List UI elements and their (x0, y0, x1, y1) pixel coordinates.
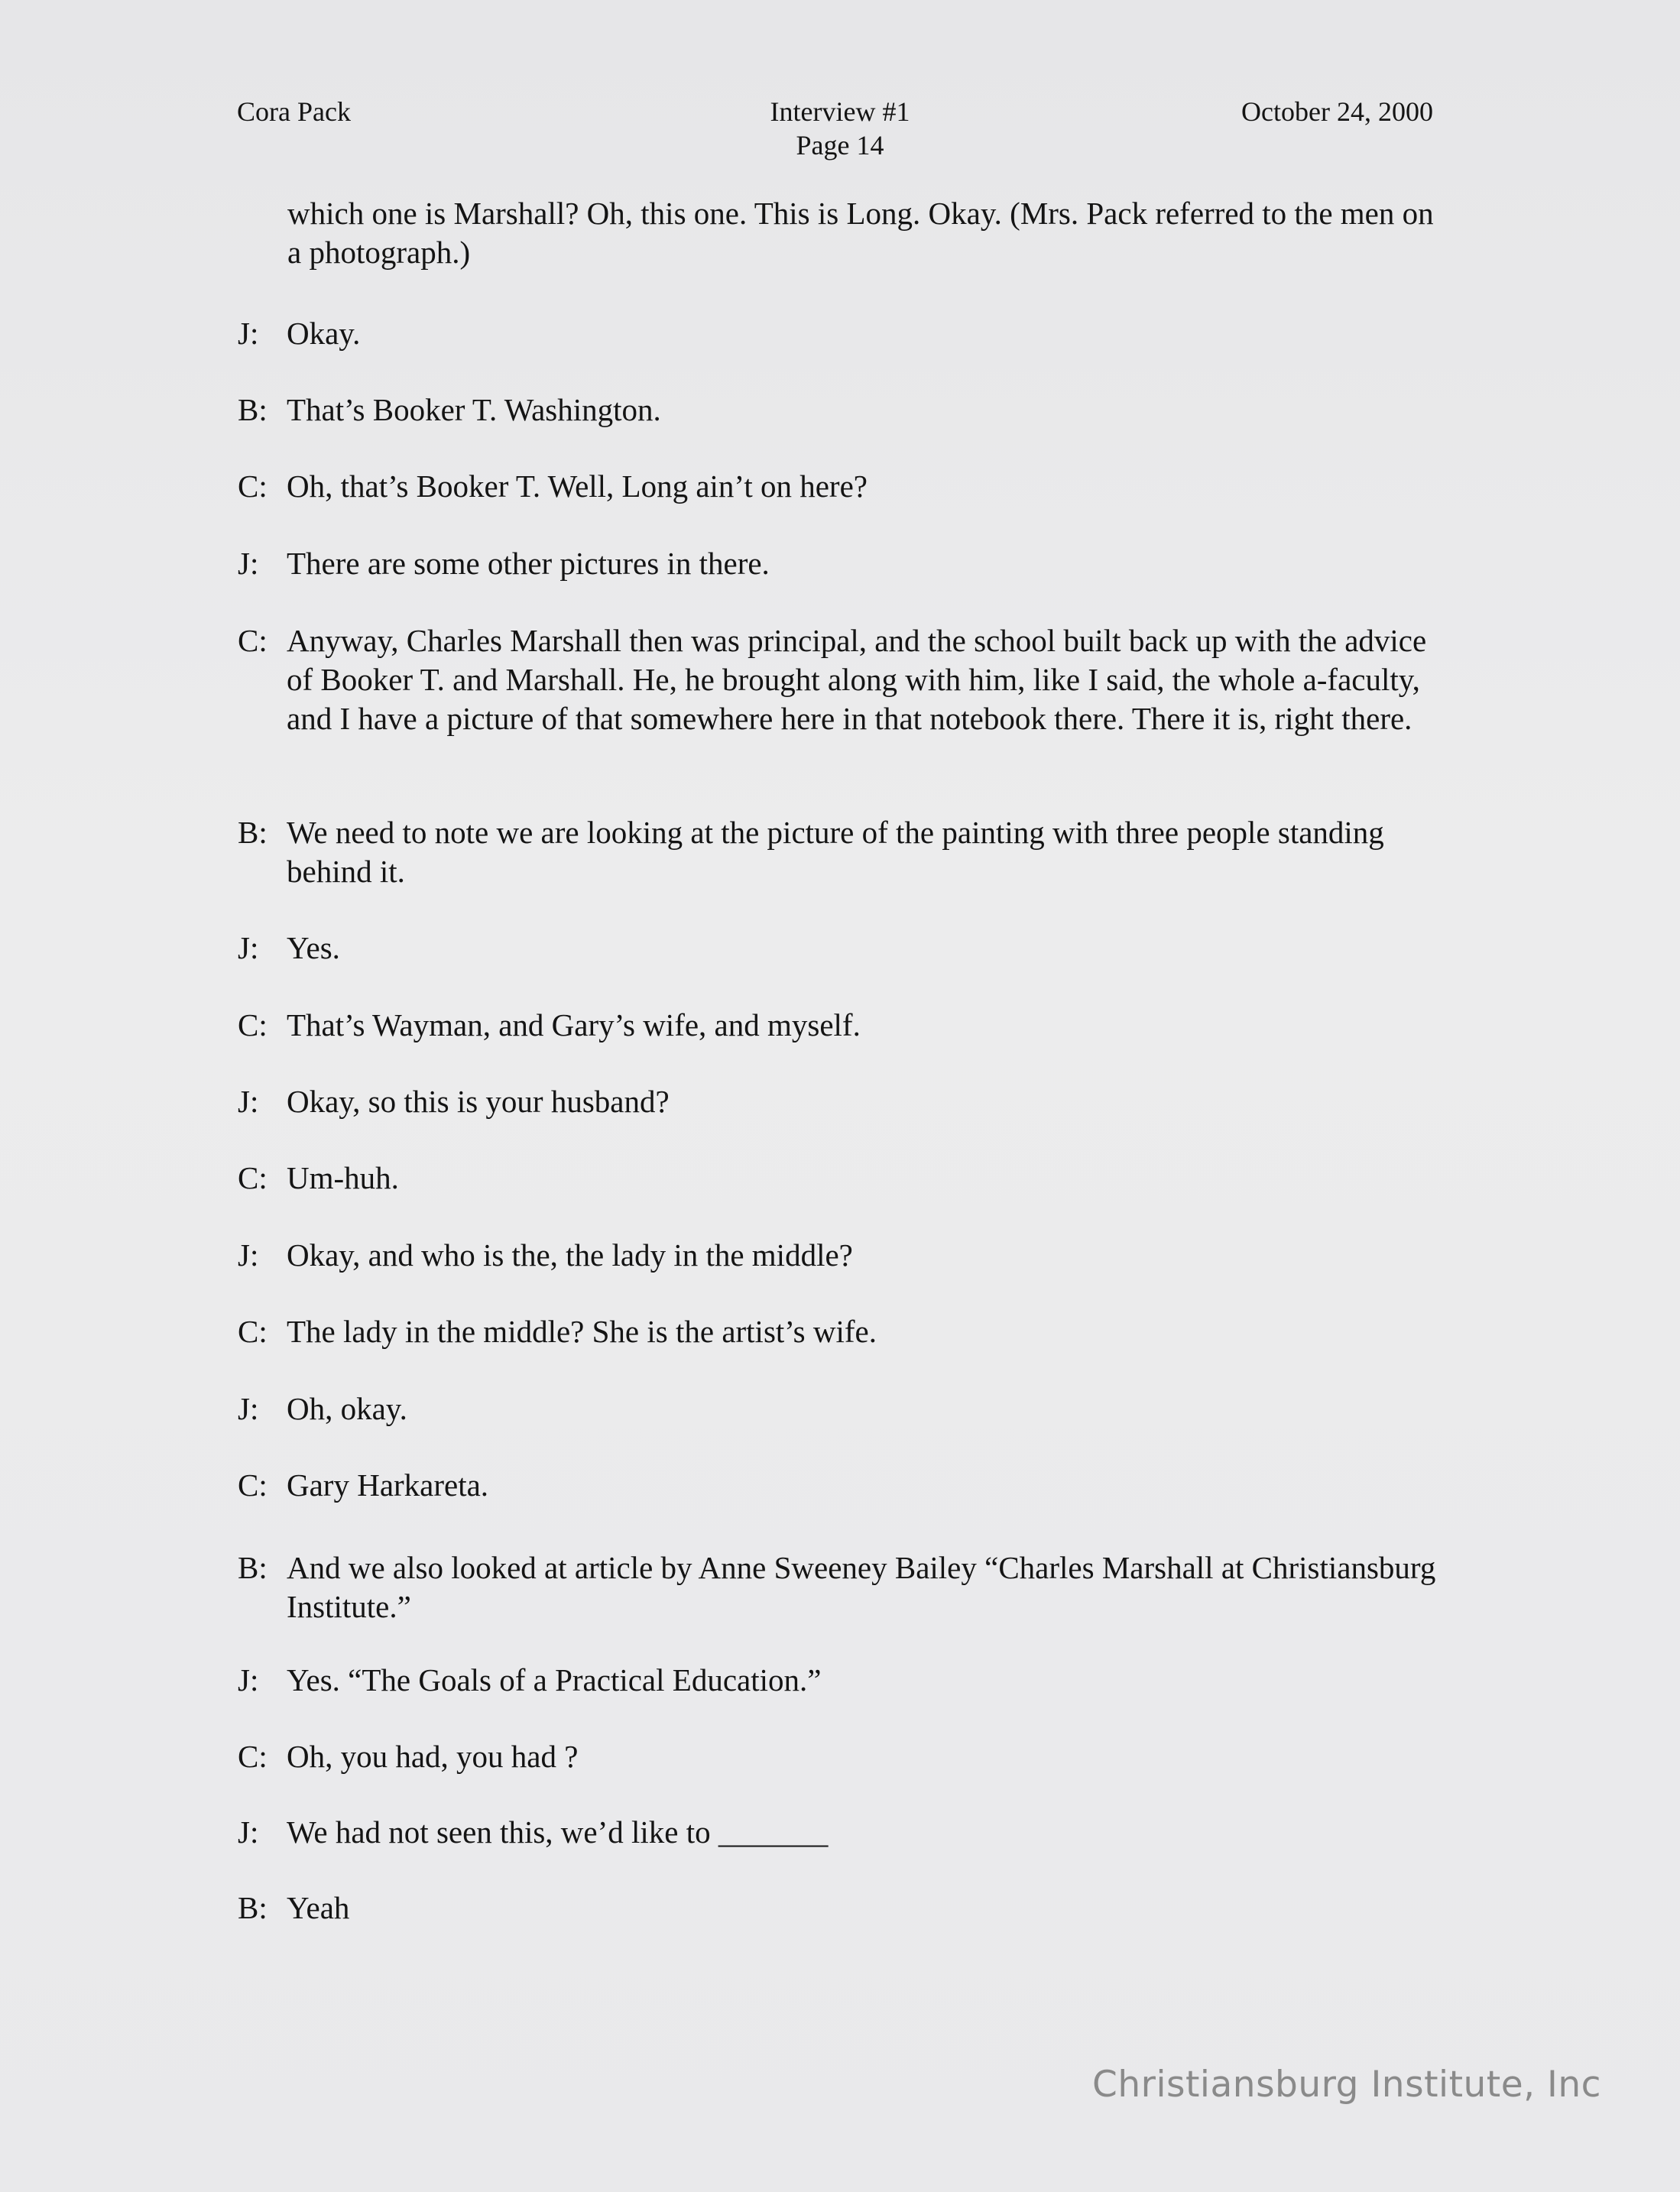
speaker-label: C: (238, 1467, 268, 1503)
turn-text: Okay, so this is your husband? (287, 1084, 670, 1119)
dialogue-turn (238, 1159, 1461, 1198)
dialogue-turn (238, 621, 1461, 738)
turn-text: That’s Wayman, and Gary’s wife, and myself. (287, 1007, 861, 1042)
dialogue-turn (238, 1889, 1461, 1928)
turn-text: We had not seen this, we’d like to _______ (287, 1814, 829, 1850)
header-interviewee: Cora Pack (237, 96, 351, 127)
turn-text: Gary Harkareta. (287, 1467, 489, 1503)
dialogue-turn (238, 1389, 1461, 1428)
speaker-label: J: (238, 1237, 259, 1273)
speaker-label: B: (238, 815, 268, 850)
speaker-label: J: (238, 1814, 259, 1850)
dialogue-turn (238, 1082, 1461, 1121)
dialogue-turn (238, 1661, 1461, 1700)
turn-text: Yeah (287, 1890, 350, 1925)
turn-text: Yes. “The Goals of a Practical Education.” (287, 1662, 822, 1698)
turn-text: There are some other pictures in there. (287, 546, 770, 581)
turn-text: That’s Booker T. Washington. (287, 392, 661, 427)
turn-text: Oh, you had, you had ? (287, 1739, 579, 1774)
speaker-label: B: (238, 392, 268, 427)
turn-text: Okay, and who is the, the lady in the middle? (287, 1237, 853, 1273)
dialogue-turn (238, 314, 1461, 353)
header-interview-number: Interview #1 (770, 96, 910, 127)
dialogue-turn (238, 1548, 1461, 1626)
header-date: October 24, 2000 (1241, 96, 1433, 127)
speaker-label: J: (238, 930, 259, 965)
speaker-label: C: (238, 1007, 268, 1042)
speaker-label: J: (238, 546, 259, 581)
dialogue-turn (238, 929, 1461, 968)
speaker-label: J: (238, 1662, 259, 1698)
speaker-label: B: (238, 1890, 268, 1925)
speaker-label: C: (238, 469, 268, 504)
dialogue-turn (238, 1236, 1461, 1275)
speaker-label: J: (238, 1391, 259, 1426)
dialogue-turn (238, 1466, 1461, 1505)
watermark-text: Christiansburg Institute, Inc (1092, 2064, 1601, 2106)
dialogue-turn (238, 1312, 1461, 1351)
dialogue-turn (238, 544, 1461, 583)
turn-text: Oh, okay. (287, 1391, 407, 1426)
turn-text: We need to note we are looking at the picture of the painting with three people standing behind it. (287, 815, 1384, 889)
dialogue-turn (238, 467, 1461, 506)
speaker-label: J: (238, 316, 259, 351)
speaker-label: C: (238, 623, 268, 658)
turn-text: Um-huh. (287, 1160, 399, 1195)
turn-text: Yes. (287, 930, 340, 965)
dialogue-turn (238, 1006, 1461, 1045)
header-page-number: Page 14 (796, 130, 884, 161)
speaker-label: J: (238, 1084, 259, 1119)
dialogue-turn (238, 1737, 1461, 1776)
turn-text: The lady in the middle? She is the artist’s wife. (287, 1314, 877, 1349)
speaker-label: C: (238, 1314, 268, 1349)
turn-text: Okay. (287, 316, 361, 351)
speaker-label: C: (238, 1739, 268, 1774)
turn-text: Oh, that’s Booker T. Well, Long ain’t on here? (287, 469, 868, 504)
speaker-label: C: (238, 1160, 268, 1195)
turn-text: And we also looked at article by Anne Sweeney Bailey “Charles Marshall at Christiansburg Institute.” (287, 1550, 1436, 1624)
turn-text: Anyway, Charles Marshall then was principal, and the school built back up with the advice of Booker T. and Marshall. He, he brought along with him, like I said, the whole a-faculty, and I have a picture of that somewhere here in that notebook there. There it is, right there. (287, 623, 1427, 736)
dialogue-turn (238, 391, 1461, 430)
speaker-label: B: (238, 1550, 268, 1585)
dialogue-turn (238, 1813, 1461, 1852)
dialogue-turn (238, 813, 1461, 891)
continued-paragraph: which one is Marshall? Oh, this one. This is Long. Okay. (Mrs. Pack referred to the men on a photograph.) (287, 196, 1434, 270)
